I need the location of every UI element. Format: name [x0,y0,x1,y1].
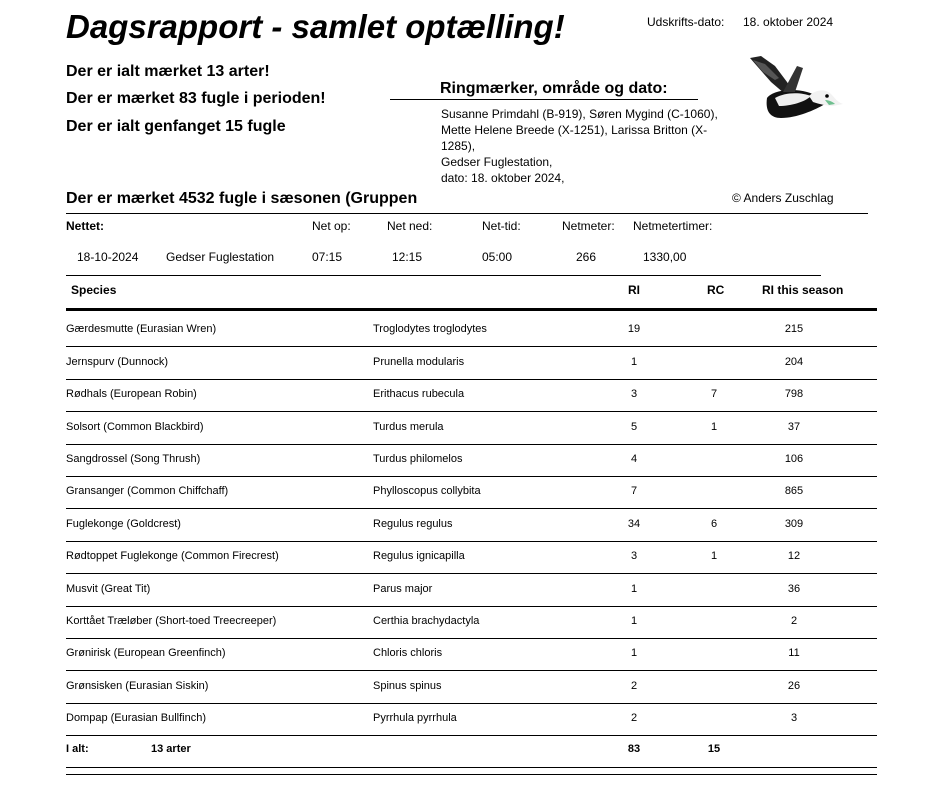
header-ri-season: RI this season [762,283,844,297]
scientific-name: Certhia brachydactyla [373,615,480,627]
table-row [66,379,877,412]
net-time-label: Net-tid: [482,219,521,233]
ri-value: 1 [630,647,638,659]
net-time-value: 05:00 [482,250,513,264]
total-ri: 83 [627,743,641,755]
summary-birds-count: Der er mærket 83 fugle i perioden! [66,90,326,107]
ri-value: 1 [630,356,638,368]
scientific-name: Regulus ignicapilla [373,550,465,562]
ri-value: 3 [630,388,638,400]
table-row [66,444,877,477]
species-name: Korttået Træløber (Short-toed Treecreeper) [66,615,277,627]
net-label: Nettet: [66,219,104,233]
scientific-name: Pyrrhula pyrrhula [373,712,457,724]
header-species: Species [71,283,117,297]
species-name: Grønirisk (European Greenfinch) [66,647,226,659]
divider [66,213,868,214]
net-date: 18-10-2024 [77,250,139,264]
scientific-name: Erithacus rubecula [373,388,465,400]
print-date-value: 18. oktober 2024 [743,15,834,29]
footer-divider [66,767,877,768]
species-name: Rødtoppet Fuglekonge (Common Firecrest) [66,550,279,562]
ringers-date: dato: 18. oktober 2024, [441,171,565,185]
table-row [66,509,877,542]
ri-value: 2 [630,680,638,692]
divider [66,275,821,276]
header-divider [66,308,877,311]
scientific-name: Chloris chloris [373,647,443,659]
footer-divider [66,774,877,775]
ri-value: 1 [630,615,638,627]
scientific-name: Prunella modularis [373,356,465,368]
net-meter-hours-value: 1330,00 [643,250,687,264]
table-row [66,314,877,347]
season-value: 865 [784,485,804,497]
ri-value: 1 [630,583,638,595]
net-down-label: Net ned: [387,219,433,233]
season-value: 37 [787,421,801,433]
table-row [66,703,877,736]
season-value: 2 [790,615,798,627]
net-down-value: 12:15 [392,250,423,264]
ringers-names: Susanne Primdahl (B-919), Søren Mygind (C-1060), Mette Helene Breede (X-1251), Larissa Britton (X-1285), [441,107,718,153]
ri-value: 4 [630,453,638,465]
species-name: Dompap (Eurasian Bullfinch) [66,712,207,724]
scientific-name: Parus major [373,583,433,595]
summary-recaptures: Der er ialt genfanget 15 fugle [66,118,286,135]
scientific-name: Turdus merula [373,421,444,433]
net-meter-hours-label: Netmetertimer: [633,219,713,233]
ri-value: 7 [630,485,638,497]
ri-value: 2 [630,712,638,724]
season-value: 798 [784,388,804,400]
ri-value: 34 [627,518,641,530]
table-row [66,671,877,704]
season-value: 309 [784,518,804,530]
ringers-place: Gedser Fuglestation, [441,155,553,169]
eider-duck-icon [745,52,845,130]
season-total: Der er mærket 4532 fugle i sæsonen (Gruppen [66,190,418,207]
net-up-label: Net op: [312,219,351,233]
rc-value: 1 [710,421,718,433]
header-rc: RC [707,283,725,297]
scientific-name: Regulus regulus [373,518,453,530]
season-value: 36 [787,583,801,595]
net-station: Gedser Fuglestation [166,250,275,264]
season-value: 26 [787,680,801,692]
table-row [66,347,877,380]
scientific-name: Troglodytes troglodytes [373,323,487,335]
ri-value: 19 [627,323,641,335]
table-row [66,638,877,671]
ri-value: 5 [630,421,638,433]
table-row [66,476,877,509]
net-meters-value: 266 [576,250,597,264]
copyright: © Anders Zuschlag [732,191,834,205]
species-name: Musvit (Great Tit) [66,583,151,595]
species-name: Gærdesmutte (Eurasian Wren) [66,323,217,335]
ringers-info [441,106,721,186]
table-row [66,606,877,639]
season-value: 215 [784,323,804,335]
net-meters-label: Netmeter: [562,219,615,233]
season-value: 3 [790,712,798,724]
summary-species-count: Der er ialt mærket 13 arter! [66,63,270,80]
print-date-label: Udskrifts-dato: [647,15,725,29]
season-value: 204 [784,356,804,368]
species-name: Solsort (Common Blackbird) [66,421,204,433]
net-up-value: 07:15 [312,250,343,264]
ringers-divider [390,99,698,100]
rc-value: 6 [710,518,718,530]
species-name: Jernspurv (Dunnock) [66,356,169,368]
table-row [66,412,877,445]
table-row [66,574,877,607]
scientific-name: Phylloscopus collybita [373,485,481,497]
rc-value: 7 [710,388,718,400]
ringers-heading: Ringmærker, område og dato: [440,80,668,97]
species-name: Sangdrossel (Song Thrush) [66,453,201,465]
total-label: I alt: [66,743,89,755]
season-value: 12 [787,550,801,562]
ri-value: 3 [630,550,638,562]
species-name: Grønsisken (Eurasian Siskin) [66,680,209,692]
season-value: 106 [784,453,804,465]
rc-value: 1 [710,550,718,562]
page-title: Dagsrapport - samlet optælling! [66,8,565,45]
total-species: 13 arter [151,743,191,755]
species-name: Fuglekonge (Goldcrest) [66,518,181,530]
scientific-name: Spinus spinus [373,680,442,692]
species-name: Gransanger (Common Chiffchaff) [66,485,229,497]
species-name: Rødhals (European Robin) [66,388,197,400]
scientific-name: Turdus philomelos [373,453,463,465]
table-row [66,541,877,574]
header-ri: RI [628,283,640,297]
season-value: 11 [788,647,800,659]
total-rc: 15 [707,743,721,755]
